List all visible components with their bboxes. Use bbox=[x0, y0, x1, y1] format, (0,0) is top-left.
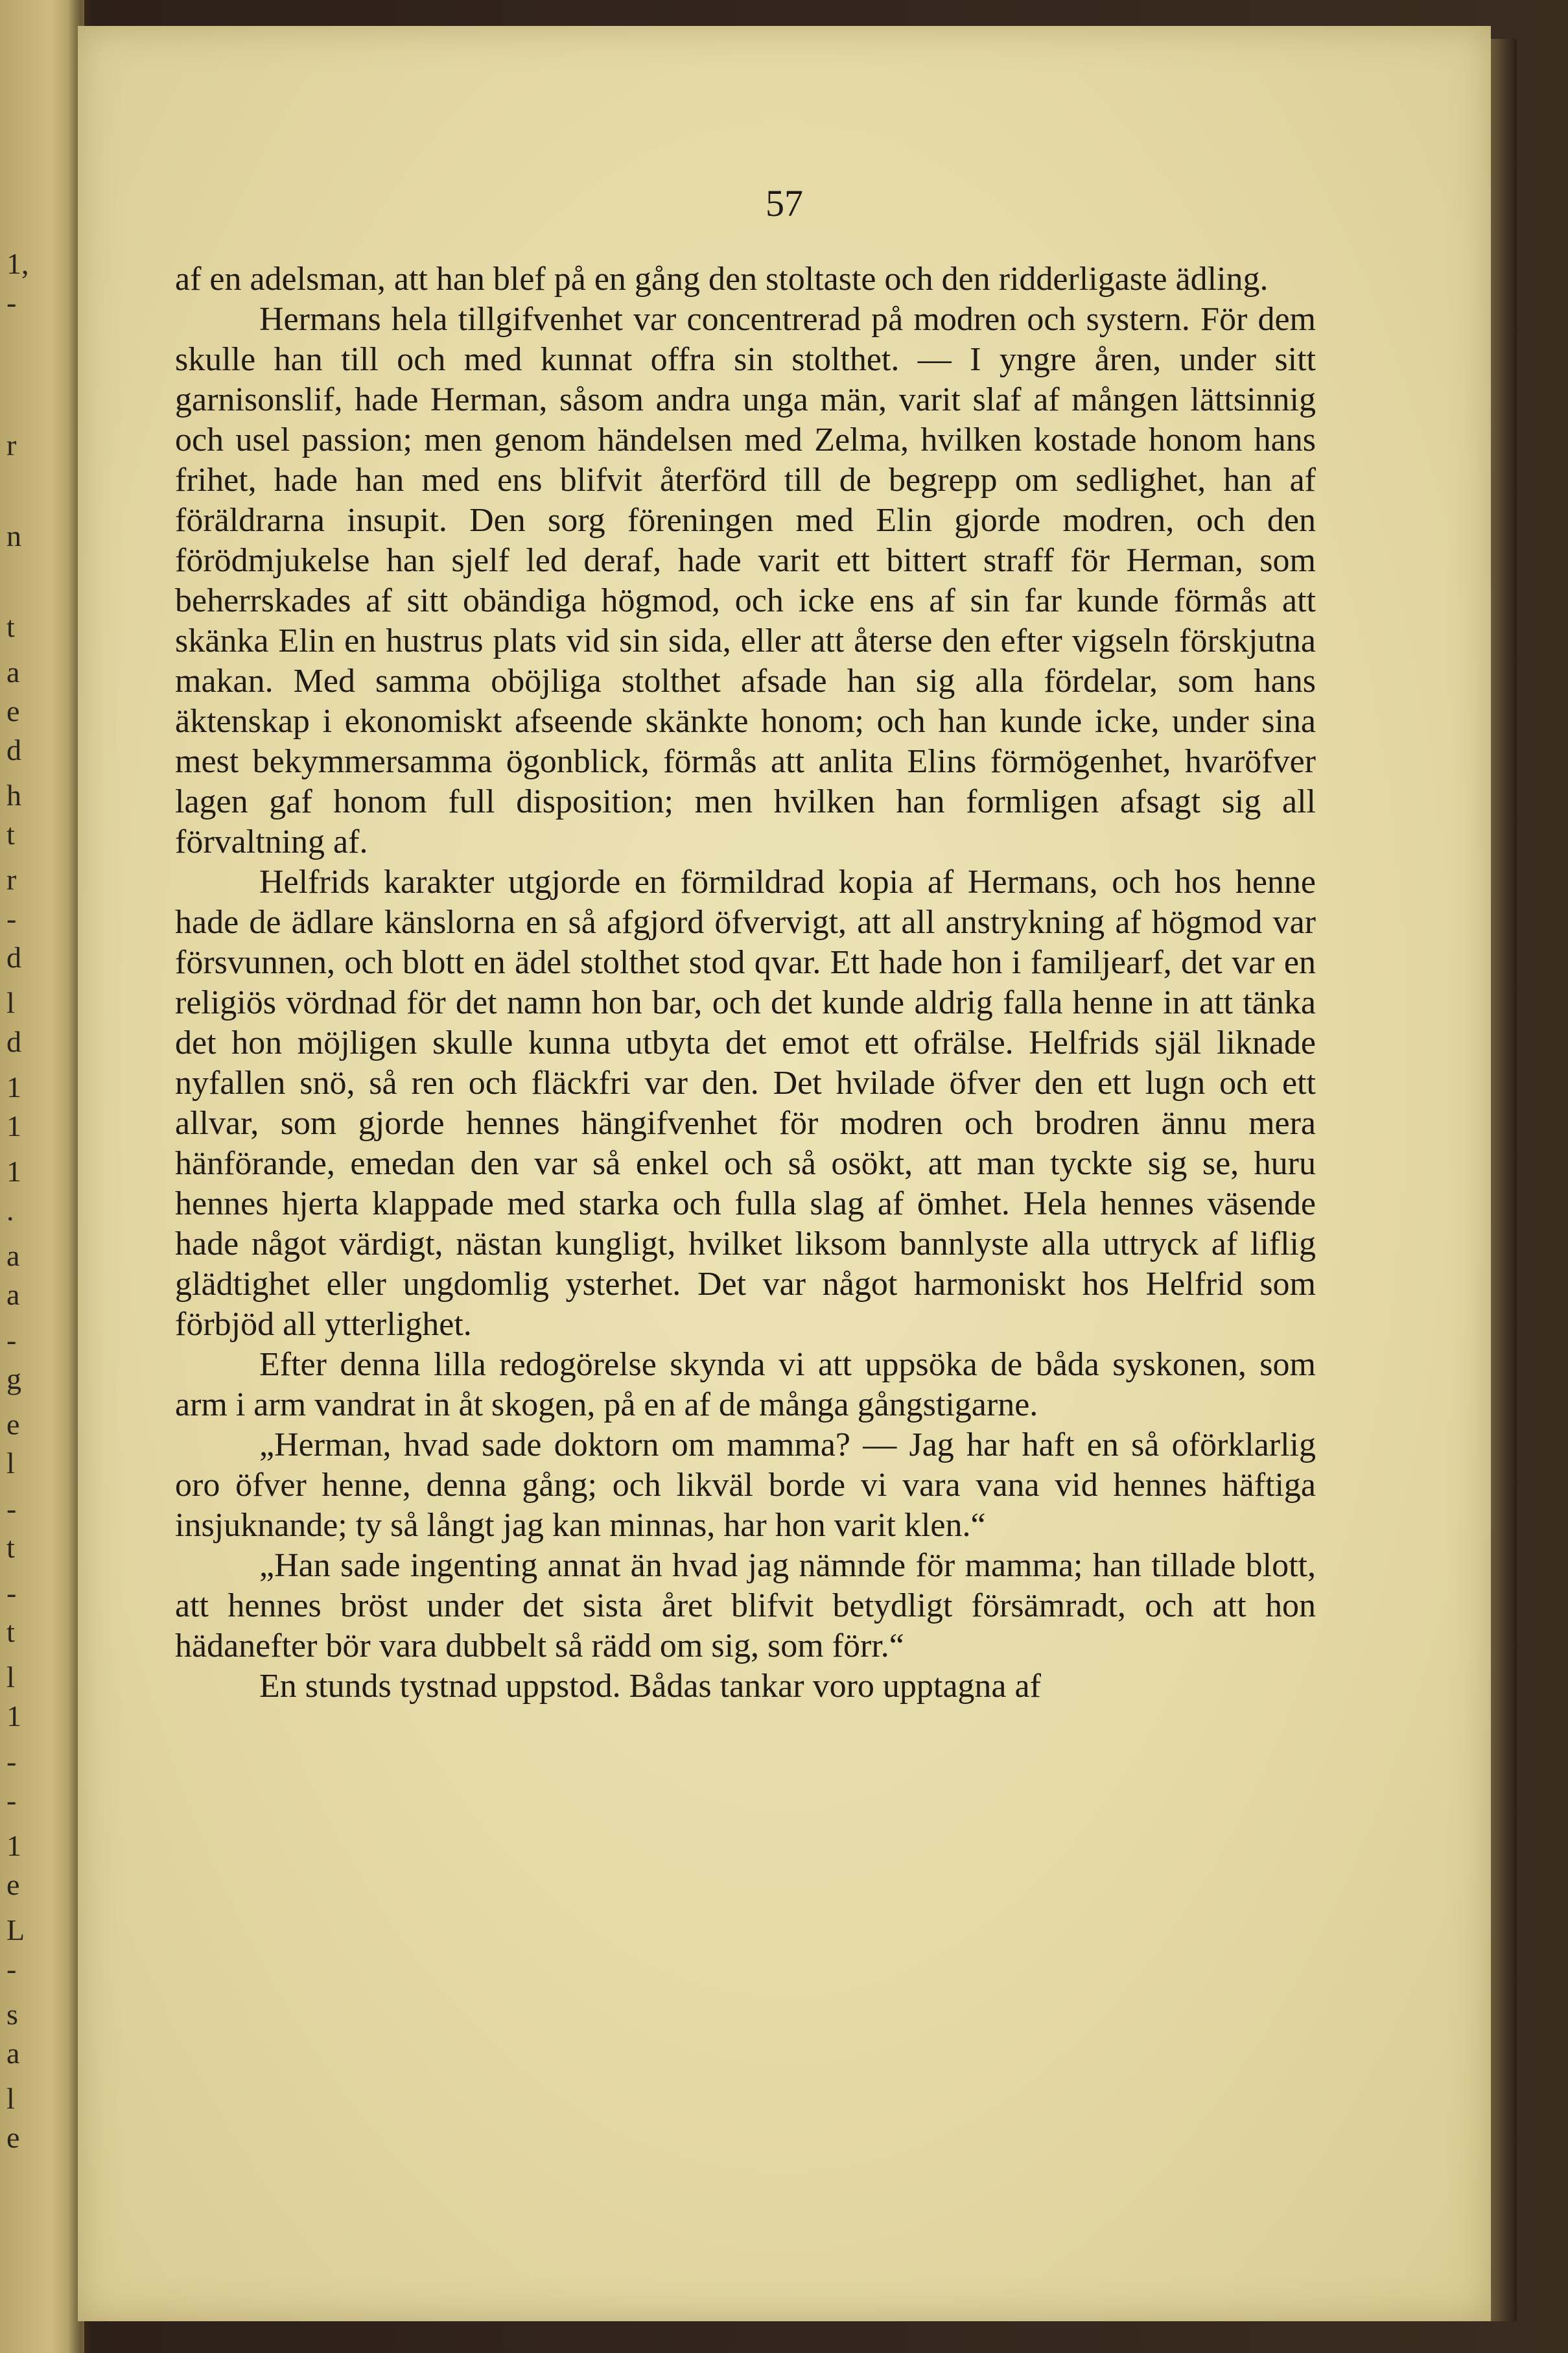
left-page-fragment: l bbox=[6, 1447, 15, 1480]
left-page-fragment: d bbox=[6, 1025, 21, 1058]
left-page-fragment: l bbox=[6, 986, 15, 1019]
left-page-fragment: - bbox=[6, 1576, 17, 1609]
left-page-fragment: r bbox=[6, 863, 17, 896]
left-page-fragment: - bbox=[6, 1745, 17, 1778]
paragraph: „Herman, hvad sade doktorn om mamma? — Jag har haft en så oförklarlig oro öfver henne, denna gång; och likväl borde vi vara vana vid hennes häftiga insjuknande; ty så långt jag kan minnas, har hon varit klen.“ bbox=[175, 1426, 1316, 1544]
left-page-fragment: l bbox=[6, 2082, 15, 2115]
left-page-fragment: - bbox=[6, 1492, 17, 1525]
left-page-fragment: t bbox=[6, 610, 15, 643]
left-page-fragment: 1 bbox=[6, 1829, 21, 1862]
left-page-fragment: - bbox=[6, 902, 17, 935]
left-page-fragment: 1, bbox=[6, 247, 29, 280]
left-page-fragment: d bbox=[6, 733, 21, 766]
left-page-fragment: t bbox=[6, 1615, 15, 1648]
left-page-fragment: . bbox=[6, 1194, 14, 1227]
left-page-fragment: r bbox=[6, 429, 17, 462]
left-page-fragment: e bbox=[6, 2121, 20, 2154]
left-page-fragment: a bbox=[6, 656, 20, 689]
left-page-fragment: e bbox=[6, 1868, 20, 1901]
left-page-fragment: e bbox=[6, 1408, 20, 1441]
left-page-fragment: a bbox=[6, 1278, 20, 1311]
left-page-fragment: 1 bbox=[6, 1070, 21, 1104]
left-page-fragment: a bbox=[6, 2037, 20, 2070]
left-page-fragment: 1 bbox=[6, 1109, 21, 1142]
paragraph: Helfrids karakter utgjorde en förmildrad kopia af Hermans, och hos henne hade de ädlare känslorna en så afgjord öfvervigt, att all anstrykning af högmod var försvunnen, och blott en ädel stolthet stod qvar. Ett hade hon i familjearf, det var en religiös vördnad för det namn hon bar, och det kunde aldrig falla henne in att tänka det hon möjligen skulle kunna utbyta det emot ett ofrälse. Helfrids själ liknade nyfallen snö, så ren och fläckfri var den. Det hvilade öfver den ett lugn och ett allvar, som gjorde hennes hängifvenhet för modren och brodren ännu mera hänförande, emedan den var så enkel och så osökt, att man tyckte sig se, huru hennes hjerta klappade med starka och fulla slag af ömhet. Hela hennes väsende hade något värdigt, nästan kungligt, hvilket liksom bannlyste alla uttryck af liflig glädtighet eller ungdomlig ysterhet. Det var något harmoniskt hos Helfrid som förbjöd all ytterlighet. bbox=[175, 864, 1316, 1343]
left-page-fragment: s bbox=[6, 1998, 18, 2031]
paragraph: En stunds tystnad uppstod. Bådas tankar voro upptagna af bbox=[259, 1668, 1041, 1705]
left-page-fragment: h bbox=[6, 779, 21, 812]
left-page-fragment: - bbox=[6, 1323, 17, 1356]
page-number: 57 bbox=[766, 182, 803, 224]
left-page-fragment: - bbox=[6, 1952, 17, 1985]
left-page-fragment: g bbox=[6, 1362, 21, 1395]
left-page-fragment: L bbox=[6, 1913, 25, 1946]
page-body bbox=[175, 259, 1316, 1707]
left-page-fragment: d bbox=[6, 941, 21, 974]
left-page-fragment: t bbox=[6, 1531, 15, 1564]
paragraph: af en adelsman, att han blef på en gång den stoltaste och den ridderligaste ädling. bbox=[175, 261, 1269, 298]
paragraph: Hermans hela tillgifvenhet var concentrerad på modren och systern. För dem skulle han till och med kunnat offra sin stolthet. — I yngre åren, under sitt garnisonslif, hade Herman, såsom andra unga män, varit slaf af mången lättsinnig och usel passion; men genom händelsen med Zelma, hvilken kostade honom hans frihet, hade han med ens blifvit återförd till de begrepp om sedlighet, han af föräldrarna insupit. Den sorg föreningen med Elin gjorde modren, och den förödmjukelse han sjelf led deraf, hade varit ett bittert straff för Herman, som beherrskades af sitt obändiga högmod, och icke ens af sin far kunde förmås att skänka Elin en hustrus plats vid sin sida, eller att återse den efter vigseln förskjutna makan. Med samma oböjliga stolthet afsade han sig alla fördelar, som hans äktenskap i ekonomiskt afseende skänkte honom; och han kunde icke, under sina mest bekymmersamma ögonblick, förmås att anlita Elins förmögenhet, hvaröfver lagen gaf honom full disposition; men hvilken han formligen afsagt sig all förvaltning af. bbox=[175, 301, 1316, 860]
left-page-fragment: 1 bbox=[6, 1155, 21, 1188]
left-page-fragment: - bbox=[6, 1784, 17, 1817]
left-page-fragment: n bbox=[6, 519, 21, 552]
left-page-fragment: 1 bbox=[6, 1699, 21, 1732]
left-page-fragment: e bbox=[6, 694, 20, 727]
left-page-fragment: l bbox=[6, 1661, 15, 1694]
book-cover-edge bbox=[1491, 39, 1517, 2321]
left-page-fragment: t bbox=[6, 818, 15, 851]
paragraph: „Han sade ingenting annat än hvad jag nämnde för mamma; han tillade blott, att hennes bröst under det sista året blifvit betydligt försämradt, och att hon hädanefter bör vara dubbelt så rädd om sig, som förr.“ bbox=[175, 1547, 1316, 1664]
paragraph: Efter denna lilla redogörelse skynda vi att uppsöka de båda syskonen, som arm i arm vandrat in åt skogen, på en af de många gångstigarne. bbox=[175, 1346, 1316, 1423]
left-page-fragment: a bbox=[6, 1239, 20, 1272]
left-page-fragment: - bbox=[6, 286, 17, 319]
